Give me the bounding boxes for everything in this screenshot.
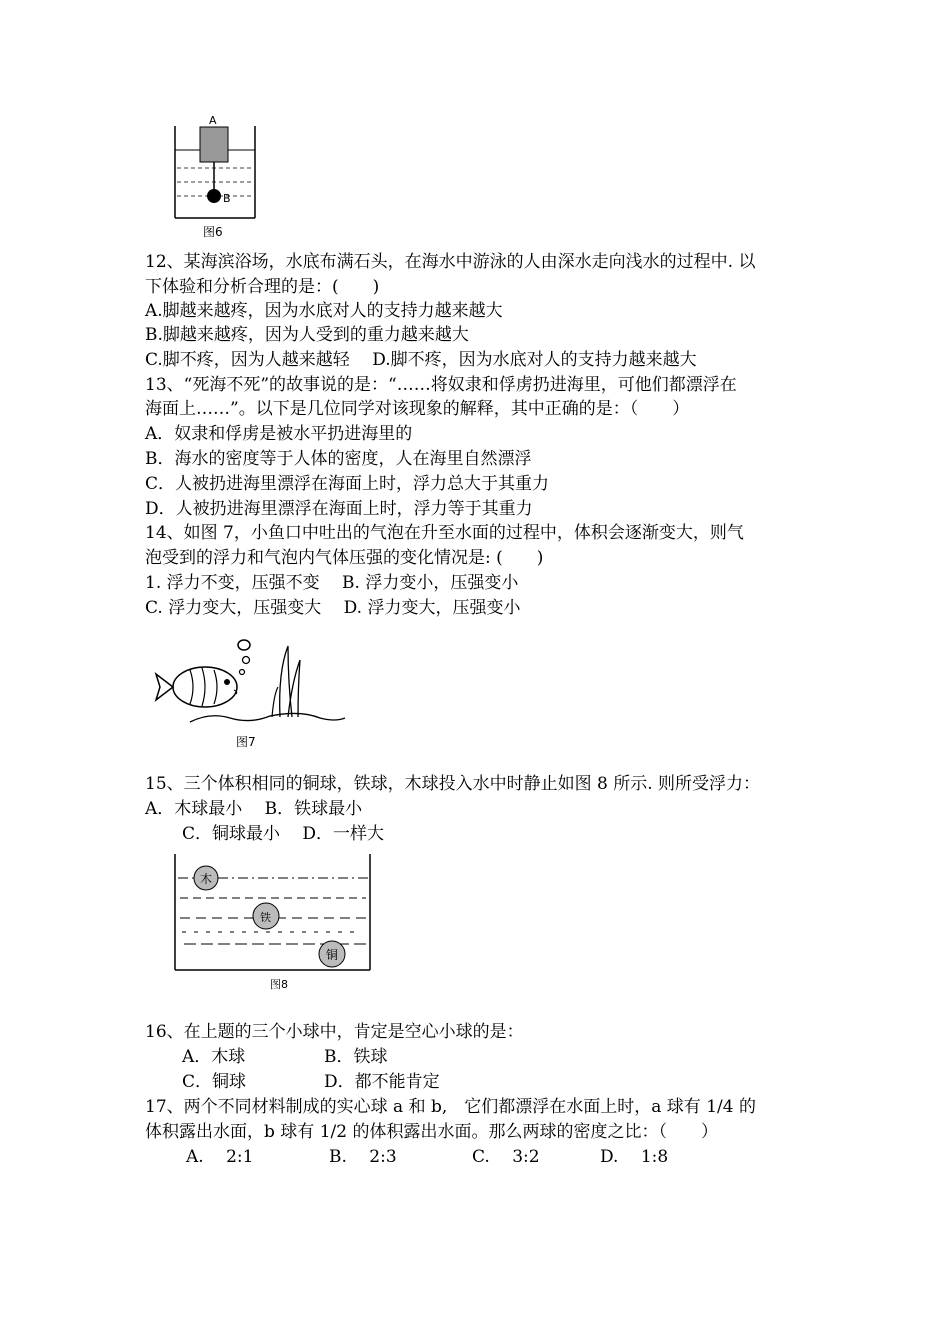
fig8-iron-label: 铁 — [260, 911, 271, 924]
q17-stem-line2: 体积露出水面，b 球有 1/2 的体积露出水面。那么两球的密度之比：（ ） — [145, 1122, 718, 1142]
q15-options-ab: A．木球最小 B．铁球最小 — [145, 799, 363, 819]
figure-6-drawing — [165, 110, 265, 240]
q14-options-ab: 1. 浮力不变，压强不变 B. 浮力变小，压强变小 — [145, 573, 519, 593]
fig8-caption: 图8 — [270, 978, 288, 991]
q12-option-b: B.脚越来越疼，因为人受到的重力越来越大 — [145, 325, 469, 345]
figure-8 — [170, 852, 375, 992]
fig8-wood-label: 木 — [200, 872, 213, 886]
q12-stem-line1: 12、某海滨浴场，水底布满石头，在海水中游泳的人由深水走向浅水的过程中. 以 — [145, 252, 756, 272]
figure-8-drawing — [170, 852, 375, 992]
q15-options-cd: C．铜球最小 D．一样大 — [182, 824, 385, 844]
q15-stem: 15、三个体积相同的铜球，铁球，木球投入水中时静止如图 8 所示. 则所受浮力： — [145, 774, 761, 794]
q16-option-a: A．木球 — [182, 1047, 246, 1067]
q17-option-c: C. 3:2 — [472, 1147, 540, 1167]
fig6-label-b: B — [223, 192, 231, 205]
fig7-caption: 图7 — [236, 735, 256, 749]
q13-option-c: C．人被扔进海里漂浮在海面上时，浮力总大于其重力 — [145, 474, 550, 494]
q16-option-c: C．铜球 — [182, 1072, 247, 1092]
q16-stem: 16、在上题的三个小球中，肯定是空心小球的是： — [145, 1022, 524, 1042]
figure-7-drawing — [150, 632, 350, 752]
q17-option-d: D. 1:8 — [600, 1147, 669, 1167]
q13-option-a: A．奴隶和俘虏是被水平扔进海里的 — [145, 424, 413, 444]
q17-stem-line1: 17、两个不同材料制成的实心球 a 和 b, 它们都漂浮在水面上时，a 球有 1/4 的 — [145, 1097, 756, 1117]
figure-6 — [165, 110, 265, 240]
figure-7 — [150, 632, 350, 752]
q16-option-b: B．铁球 — [324, 1047, 388, 1067]
fig6-label-a: A — [209, 114, 217, 127]
q13-stem-line1: 13、“死海不死”的故事说的是：“……将奴隶和俘虏扔进海里，可他们都漂浮在 — [145, 375, 737, 395]
q17-option-a: A. 2:1 — [186, 1147, 254, 1167]
fig6-caption: 图6 — [203, 225, 223, 239]
q13-option-d: D．人被扔进海里漂浮在海面上时，浮力等于其重力 — [145, 499, 533, 519]
q12-option-cd: C.脚不疼，因为人越来越轻 D.脚不疼，因为水底对人的支持力越来越大 — [145, 350, 697, 370]
q12-stem-line2: 下体验和分析合理的是：( ) — [145, 277, 380, 297]
q13-option-b: B．海水的密度等于人体的密度，人在海里自然漂浮 — [145, 449, 532, 469]
q14-options-cd: C. 浮力变大，压强变大 D. 浮力变大，压强变小 — [145, 598, 521, 618]
q16-option-d: D．都不能肯定 — [324, 1072, 440, 1092]
fig8-copper-label: 铜 — [326, 948, 339, 962]
q12-option-a: A.脚越来越疼，因为水底对人的支持力越来越大 — [145, 301, 503, 321]
q17-option-b: B. 2:3 — [329, 1147, 397, 1167]
q14-stem-line2: 泡受到的浮力和气泡内气体压强的变化情况是: ( ) — [145, 548, 544, 568]
q14-stem-line1: 14、如图 7，小鱼口中吐出的气泡在升至水面的过程中，体积会逐渐变大，则气 — [145, 523, 744, 543]
q13-stem-line2: 海面上……”。以下是几位同学对该现象的解释，其中正确的是：（ ） — [145, 399, 690, 419]
